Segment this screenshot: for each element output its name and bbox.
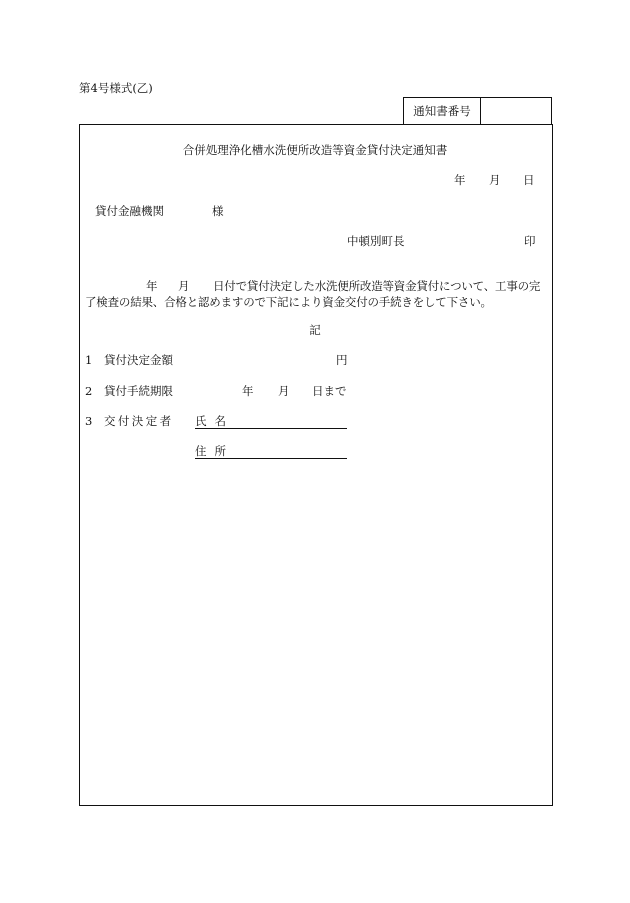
- deadline-until-label: 日まで: [312, 384, 347, 398]
- body-year-label: 年: [146, 279, 158, 293]
- deadline-year-label: 年: [242, 384, 254, 398]
- body-text-line-1: 日付で貸付決定した水洗便所改造等資金貸付について、工事の完: [213, 279, 541, 293]
- loan-deadline-label: 貸付手続期限: [104, 384, 173, 398]
- name-label: 氏名: [195, 414, 234, 428]
- notice-number-box: [403, 97, 552, 124]
- item-number: 1: [85, 353, 93, 367]
- addressee-label: 貸付金融機関: [95, 204, 164, 218]
- recipient-label: 交付決定者: [104, 414, 174, 428]
- address-field-underline[interactable]: [195, 458, 347, 459]
- body-text-line-2: 了検査の結果、合格と認めますので下記により資金交付の手続きをして下さい。: [85, 295, 492, 309]
- issuer-name: 中頓別町長: [347, 234, 405, 248]
- yen-unit: 円: [336, 353, 348, 367]
- document-frame: [79, 124, 553, 806]
- body-month-label: 月: [178, 279, 190, 293]
- form-number: 第4号様式(乙): [79, 81, 153, 95]
- ki-heading: 記: [309, 323, 321, 337]
- notice-number-label: 通知書番号: [404, 98, 481, 124]
- deadline-month-label: 月: [278, 384, 290, 398]
- loan-amount-label: 貸付決定金額: [104, 353, 173, 367]
- date-month-label: 月: [489, 173, 501, 187]
- item-number: 3: [85, 414, 93, 428]
- date-day-label: 日: [523, 173, 535, 187]
- seal-mark: 印: [524, 234, 536, 248]
- notice-number-field[interactable]: [481, 98, 551, 124]
- addressee-honorific: 様: [212, 204, 224, 218]
- date-year-label: 年: [454, 173, 466, 187]
- document-title: 合併処理浄化槽水洗便所改造等資金貸付決定通知書: [182, 143, 448, 157]
- address-label: 住所: [195, 444, 234, 458]
- name-field-underline[interactable]: [195, 428, 347, 429]
- item-number: 2: [85, 384, 93, 398]
